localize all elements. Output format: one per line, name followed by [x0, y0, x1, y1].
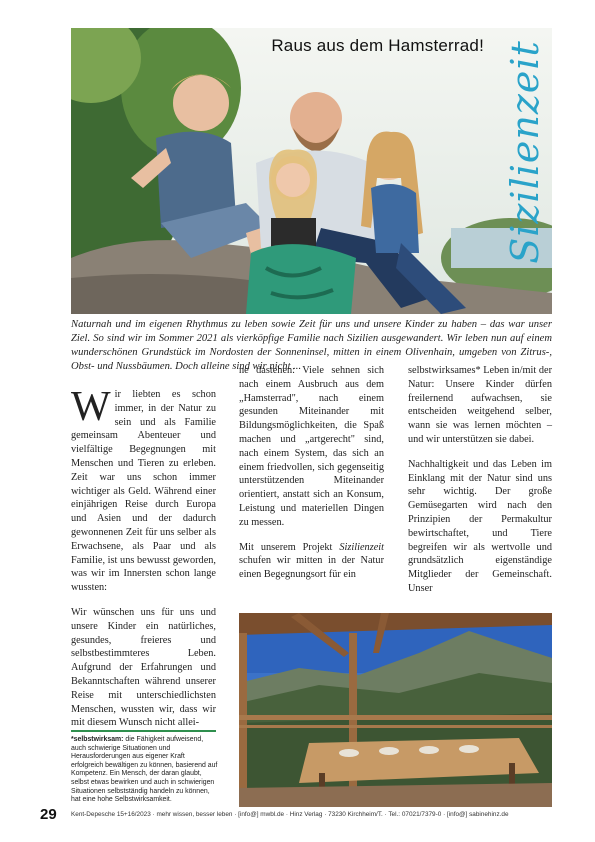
family-photo	[71, 28, 552, 314]
paragraph-text: Mit unserem Projekt	[239, 541, 340, 553]
paragraph: Wir wünschen uns für uns und unsere Kinder ein natürliches, gesundes, freieres und selbstbestimmteres Leben. Aufgrund der Erfahrungen und Bekanntschaften während unserer Reise mit unterschiedlichsten Menschen, wussten wir, dass wir mit diesem Wunsch nicht allei-	[71, 606, 216, 729]
footer-imprint: Kent-Depesche 15+16/2023 · mehr wissen, besser leben · [info@] mwbl.de · Hinz Verlag · 73230 Kirchheim/T. · Tel.: 07021/7379-0 · [info@] sabinehinz.de	[71, 811, 509, 818]
hero-photo	[71, 28, 552, 314]
brand-vertical-title	[500, 32, 550, 272]
project-name: Sizilienzeit	[339, 541, 384, 553]
paragraph-text: schufen wir mitten in der Natur einen Begegnungsort für ein	[239, 555, 384, 581]
paragraph: Nachhaltigkeit und das Leben im Einklang mit der Natur sind uns sehr wichtig. Der große Gemüsegarten wird nach den Prinzipien der Permakultur bewirtschaftet, und Tiere begreifen wir als wertvolle und grundsätzlich eigenständige Mitglieder der Gemeinschaft. Unser	[408, 458, 552, 594]
article-column-2	[239, 364, 384, 593]
article-column-1	[71, 384, 216, 741]
paragraph	[239, 541, 384, 582]
footnote-term: *selbstwirksam:	[71, 736, 124, 743]
terrace-landscape-image	[239, 613, 552, 807]
brand-vertical-text: Sizilienzeit	[503, 40, 547, 264]
footnote-rule	[71, 730, 216, 732]
dropcap: W	[71, 384, 111, 430]
paragraph-text: ir liebten es schon immer, in der Natur zu sein und als Familie gemeinsam Abenteuer und vielfältige Begegnungen mit Menschen und Tieren zu erleben. Zeit war uns schon immer wichtiger als Geld. Während einer einjährigen Reise durch Europa und Asien und der dadurch gewonnenen Zeit für uns selber als Erwachsene, als Paar und als Familie, ist uns bewusst geworden, was wir im Innersten schon lange wussten:	[71, 389, 216, 594]
intro-lead: Naturnah und im eigenen Rhythmus zu leben sowie Zeit für uns und unsere Kinder zu haben – das war unser Ziel. So sind wir im Sommer 2021 als vierköpfige Familie nach Sizilien ausgewandert. Wir leben nun auf einem wunderschönen Grundstück im Nordosten der Sonneninsel, mitten in einem Olivenhain, umgeben von Zitrus-, Obst- und Nussbäumen. Doch alleine sind wir nicht ...	[71, 319, 552, 372]
paragraph: selbstwirksames* Leben in/mit der Natur: Unsere Kinder dürfen freilernend aufwachsen, sie entscheiden weitgehend selber, wann sie was lernen möchten – und wir unterstützen sie dabei.	[408, 365, 552, 445]
page-number: 29	[40, 806, 57, 823]
paragraph: ne dastehen: Viele sehnen sich nach einem Ausbruch aus dem „Hamsterrad", nach einem gesunden Miteinander mit Bildungsmöglichkeiten, die Spaß machen und „artgerecht" sind, nach einem System, das sich an einem friedvollen, sich gegenseitig unterstützenden Miteinander orientiert, anstatt sich an Konsum, Leistung und materiellen Dingen zu messen.	[239, 365, 384, 528]
footnote-text: die Fähigkeit aufweisend, auch schwierige Situationen und Herausforderungen aus eigener Kraft erfolgreich bewältigen zu können, basierend auf Kompetenz. Ein Mensch, der daran glaubt, selbst etwas bewirken und auch in schwierigen Situationen selbstständig handeln zu können, hat eine hohe Selbstwirksamkeit.	[71, 736, 218, 804]
hero-title: Raus aus dem Hamsterrad!	[271, 36, 484, 55]
terrace-photo	[239, 613, 552, 807]
footnote	[71, 736, 218, 805]
article-column-3	[408, 364, 552, 607]
paragraph	[71, 384, 216, 595]
